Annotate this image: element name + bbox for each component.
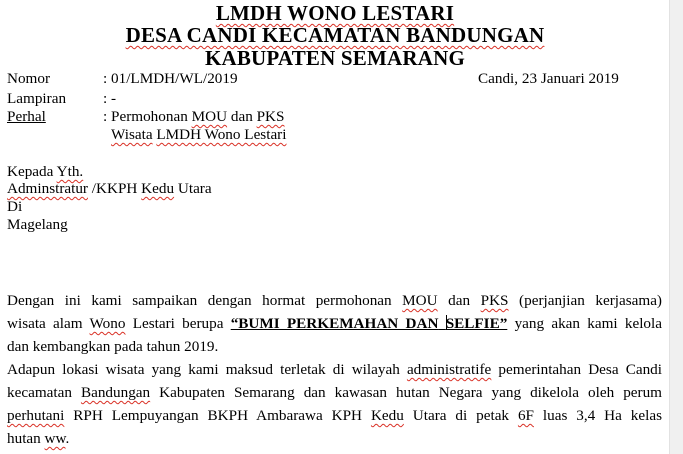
- org-name-text: LMDH WONO LESTARI: [215, 1, 455, 25]
- org-name-heading: [0, 2, 670, 24]
- body-text: Kedu: [370, 407, 404, 424]
- perhal-word: LMDH Wono Lestari: [156, 126, 287, 143]
- regency-text: KABUPATEN SEMARANG: [204, 46, 466, 70]
- body-text: Lestari berupa: [125, 315, 231, 332]
- regency-heading: [0, 47, 670, 69]
- perhal-word: Wisata: [111, 126, 153, 143]
- body-paragraph-2-line-2: [7, 381, 662, 404]
- body-text: MOU: [402, 292, 438, 309]
- body-text: yang akan kami kelola: [507, 315, 662, 332]
- body-text: (perjanjian kerjasama): [508, 292, 662, 309]
- nomor-value: : 01/LMDH/WL/2019: [103, 70, 238, 87]
- recipient-line-1: [7, 163, 83, 180]
- body-text: Bandungan: [80, 384, 151, 401]
- lampiran-value: : -: [103, 90, 117, 107]
- perhal-label: Perhal: [7, 108, 46, 125]
- body-paragraph-2-line-1: [7, 358, 662, 381]
- nomor-label: Nomor: [7, 70, 51, 87]
- body-text: wisata alam: [7, 315, 90, 332]
- text-space: [64, 407, 73, 424]
- vertical-scrollbar[interactable]: [669, 0, 683, 454]
- perhal-word: Permohonan: [111, 108, 188, 125]
- body-paragraph-2-line-3: [7, 404, 662, 427]
- village-heading: [0, 24, 670, 46]
- body-text: Utara di petak: [403, 407, 518, 424]
- body-text: hutan: [7, 430, 45, 447]
- place-date: Candi, 23 Januari 2019: [478, 70, 619, 87]
- lampiran-label: Lampiran: [7, 90, 67, 107]
- perhal-colon: :: [103, 108, 112, 125]
- body-text: perhutani: [7, 407, 65, 424]
- perhal-value-line2: [111, 126, 286, 143]
- recipient-word: Kedu: [141, 180, 175, 197]
- recipient-line-4: Magelang: [7, 216, 68, 233]
- recipient-word: Yth.: [56, 163, 84, 180]
- body-text: administratife: [406, 361, 492, 378]
- village-text: DESA CANDI KECAMATAN BANDUNGAN: [125, 23, 545, 47]
- body-text: pemerintahan Desa Candi: [491, 361, 662, 378]
- body-text: Adapun lokasi wisata yang kami maksud terletak di wilayah: [7, 361, 407, 378]
- body-text: luas 3,4 Ha kelas: [533, 407, 662, 424]
- perhal-word: MOU: [191, 108, 228, 125]
- recipient-line-2: [7, 180, 212, 197]
- perhal-value: [103, 108, 284, 125]
- recipient-word: Kepada: [7, 163, 57, 180]
- body-paragraph-1-line-2: [7, 312, 662, 335]
- recipient-word: Utara: [174, 180, 212, 197]
- event-name-bold: [231, 315, 508, 332]
- body-text: RPH Lempuyangan BKPH Ambarawa KPH: [73, 407, 363, 424]
- body-paragraph-1-line-1: [7, 289, 662, 312]
- body-text: dan: [437, 292, 481, 309]
- body-text: .: [65, 430, 70, 447]
- recipient-word: /KKPH: [88, 180, 142, 197]
- perhal-word: PKS: [256, 108, 285, 125]
- body-text: Kabupaten Semarang dan kawasan hutan Negara yang dikelola oleh perum: [150, 384, 662, 401]
- body-text: “BUMI PERKEMAHAN DAN: [230, 315, 439, 332]
- body-text: PKS: [480, 292, 509, 309]
- body-text: kecamatan: [7, 384, 81, 401]
- body-text: 6F: [517, 407, 534, 424]
- body-text: SELFIE”: [445, 315, 508, 332]
- body-text: ww: [44, 430, 66, 447]
- body-paragraph-2-line-4: [7, 427, 662, 450]
- body-text: Wono: [89, 315, 126, 332]
- recipient-line-3: Di: [7, 198, 23, 215]
- recipient-word: Adminstratur: [7, 180, 88, 197]
- body-text: Dengan ini kami sampaikan dengan hormat permohonan: [7, 292, 403, 309]
- text-space: [362, 407, 371, 424]
- body-paragraph-1-line-3: dan kembangkan pada tahun 2019.: [7, 338, 219, 355]
- perhal-word: dan: [227, 108, 257, 125]
